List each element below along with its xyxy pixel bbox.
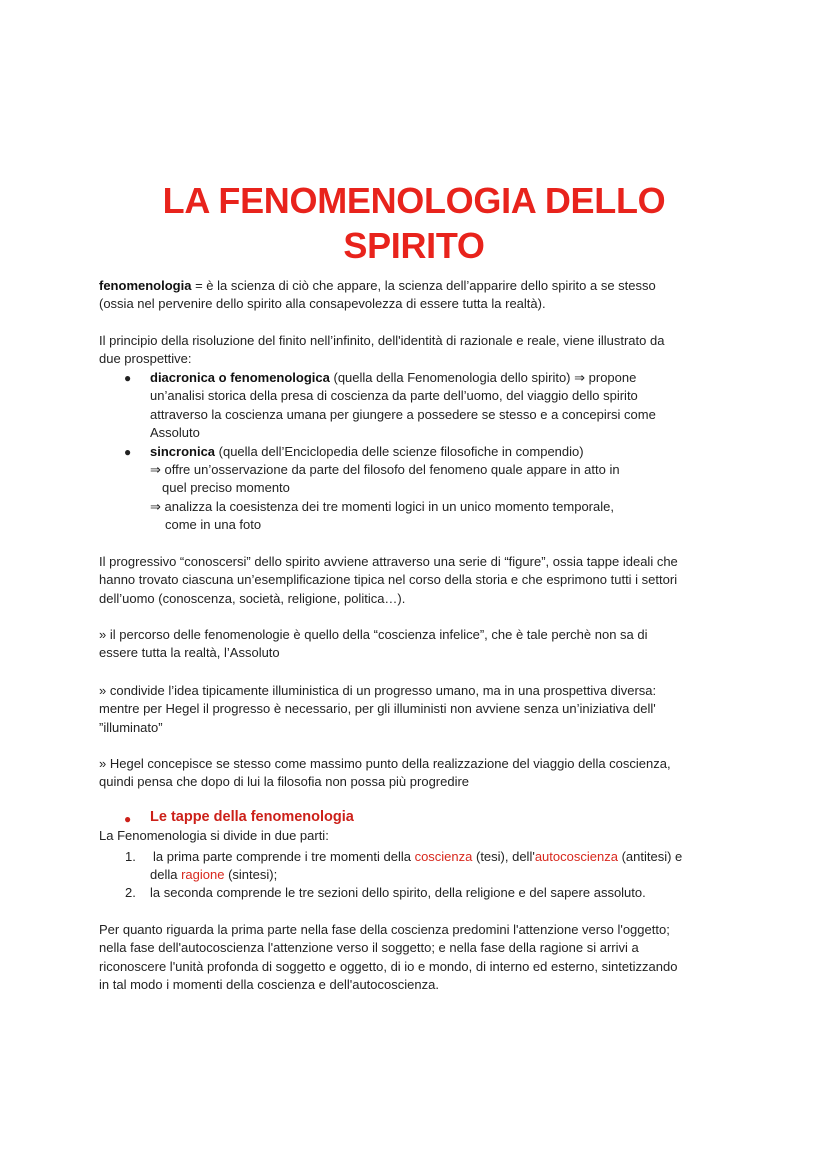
note-2-line-2: mentre per Hegel il progresso è necessario, per gli illuministi non avviene senza un’iniziativa dell' [99,701,656,717]
list-number: 1. [125,849,136,864]
note-2-line-1: » condivide l’idea tipicamente illuministica di un progresso umano, ma in una prospettiva diversa: [99,683,657,698]
progressive-paragraph [99,553,678,608]
definition-paragraph [99,277,656,314]
conclusion-line-3: riconoscere l'unità profonda di soggetto e oggetto, di io e mondo, di interno ed esterno, sintetizzando [99,958,678,974]
definition-term: fenomenologia [99,278,192,293]
sincronica-sub-2b: come in una foto [165,517,262,533]
conclusion-line-1: Per quanto riguarda la prima parte nella fase della coscienza predomini l'attenzione verso l'oggetto; [99,922,670,937]
item-1-text-e: (sintesi); [224,867,278,883]
definition-text: = è la scienza di ciò che appare, la scienza dell’apparire dello spirito a se stesso [191,278,656,293]
progressive-line-2: hanno trovato ciascuna un’esemplificazione tipica nel corso della storia e che esprimono tutti i settori [99,572,678,588]
tappe-heading: Le tappe della fenomenologia [150,809,354,825]
ragione-term: ragione [181,867,225,883]
diacronica-text: (quella della Fenomenologia dello spirito) ⇒ propone [329,370,637,385]
principle-line-2: due prospettive: [99,351,192,367]
note-2-paragraph [99,682,656,737]
sincronica-item [150,443,584,461]
diacronica-line-2: un’analisi storica della presa di coscienza da parte dell’uomo, del viaggio dello spirito [150,388,638,404]
item-1-text-b: (tesi), dell' [472,849,535,864]
bullet-icon: ● [124,371,132,385]
autocoscienza-term: autocoscienza [534,849,618,864]
note-1-line-1: » il percorso delle fenomenologie è quello della “coscienza infelice”, che è tale perchè non sa di [99,627,648,642]
tappe-item-2 [150,884,646,902]
note-3-line-2: quindi pensa che dopo di lui la filosofia non possa più progredire [99,774,470,790]
sincronica-sub-2a: ⇒ analizza la coesistenza dei tre momenti logici in un unico momento temporale, [150,499,614,514]
diacronica-item [150,369,656,443]
progressive-line-3: dell’uomo (conoscenza, società, religione, politica…). [99,590,406,606]
title-line-2: SPIRITO [343,225,485,266]
diacronica-term: diacronica o fenomenologica [150,370,330,385]
item-1-text-a: la prima parte comprende i tre momenti della [153,849,415,864]
definition-line-2: (ossia nel pervenire dello spirito alla consapevolezza di essere tutta la realtà). [99,296,546,312]
diacronica-line-4: Assoluto [150,425,200,441]
sincronica-text: (quella dell’Enciclopedia delle scienze filosofiche in compendio) [215,444,584,459]
title-line-1: LA FENOMENOLOGIA DELLO [162,180,666,221]
conclusion-paragraph [99,921,677,995]
principle-paragraph [99,332,664,369]
note-3-paragraph [99,755,671,792]
section-bullet-icon: ● [124,812,132,826]
sincronica-sub-1b: quel preciso momento [162,480,290,496]
sincronica-term: sincronica [150,444,216,459]
progressive-line-1: Il progressivo “conoscersi” dello spirito avviene attraverso una serie di “figure”, ossia tappe ideali che [99,554,678,569]
note-3-line-1: » Hegel concepisce se stesso come massimo punto della realizzazione del viaggio della coscienza, [99,756,671,771]
item-1-text-d: della [150,867,182,883]
note-1-paragraph [99,626,648,663]
tappe-intro [99,827,329,845]
bullet-icon: ● [124,445,132,459]
coscienza-term: coscienza [414,849,473,864]
item-1-text-c: (antitesi) e [617,849,683,864]
note-1-line-2: essere tutta la realtà, l’Assoluto [99,645,280,661]
item-2-text: la seconda comprende le tre sezioni dello spirito, della religione e del sapere assoluto. [150,885,646,900]
sincronica-sub-1 [150,461,620,498]
note-2-line-3: ”illuminato” [99,719,163,735]
page-title [60,178,768,268]
principle-line-1: Il principio della risoluzione del finito nell’infinito, dell'identità di razionale e reale, viene illustrato da [99,333,665,348]
list-number: 2. [125,885,136,900]
diacronica-line-3: attraverso la coscienza umana per giungere a possedere se stesso e a concepirsi come [150,406,656,422]
tappe-intro-text: La Fenomenologia si divide in due parti: [99,828,329,843]
section-heading [150,808,354,826]
conclusion-line-2: nella fase dell'autocoscienza l'attenzione verso il soggetto; e nella fase della ragione si arrivi a [99,940,639,956]
sincronica-sub-1a: ⇒ offre un’osservazione da parte del filosofo del fenomeno quale appare in atto in [150,462,620,477]
sincronica-sub-2 [150,498,614,535]
conclusion-line-4: in tal modo i momenti della coscienza e dell'autocoscienza. [99,977,439,993]
tappe-item-1 [150,848,683,885]
